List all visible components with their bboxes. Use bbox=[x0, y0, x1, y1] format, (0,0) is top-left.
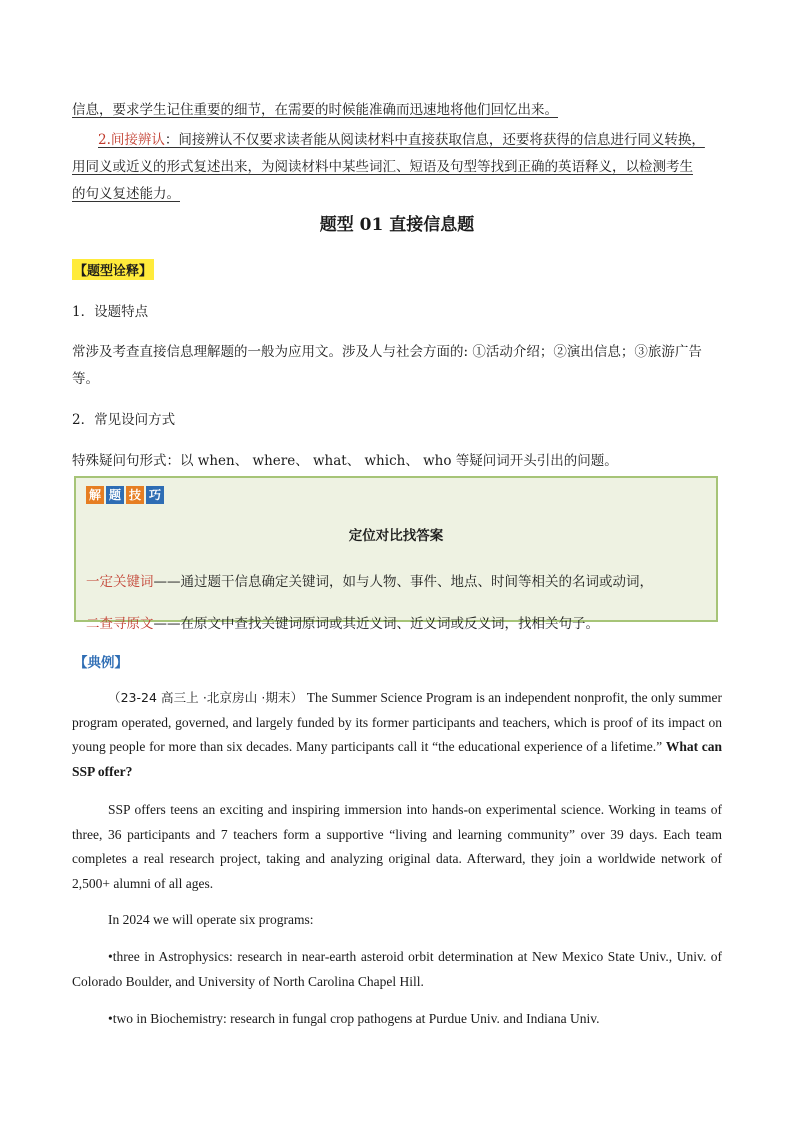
tips-badge bbox=[86, 486, 164, 504]
indirect-recognition-line bbox=[98, 128, 705, 148]
indirect-recognition-text-b: 用同义或近义的形式复述出来，为阅读材料中某些词汇、短语及句型等找到正确的英语释义，以检测考生 bbox=[72, 159, 693, 175]
example-paragraph-1-question: What can SSP offer? bbox=[72, 739, 722, 779]
example-tag: 【典例】 bbox=[74, 655, 128, 671]
example-paragraph-3: In 2024 we will operate six programs: bbox=[108, 912, 314, 927]
indirect-recognition-label: 2.间接辨认 bbox=[98, 132, 165, 148]
question-form-text: 特殊疑问句形式：以 when、 where、 what、 which、 who 等疑问词开头引出的问题。 bbox=[72, 453, 618, 469]
example-paragraph-1-text: The Summer Science Program is an independent nonprofit, the only summer program operated, governed, and largely funded by its former participants and teachers, which is proof of its impact on young people for more than six decades. Many participants call it “the educational experience of a lifetime.” bbox=[72, 690, 722, 754]
tips-char-3: 技 bbox=[126, 486, 144, 504]
tips-step-2-label: 二查寻原文 bbox=[86, 616, 154, 632]
tips-step-1-text: ——通过题干信息确定关键词，如与人物、事件、地点、时间等相关的名词或动词， bbox=[153, 574, 653, 590]
tips-step-2 bbox=[86, 612, 599, 632]
tips-char-1: 解 bbox=[86, 486, 104, 504]
question-form-heading: 2．常见设问方式 bbox=[72, 412, 176, 428]
intro-line-1: 信息，要求学生记住重要的细节，在需要的时候能准确而迅速地将他们回忆出来。 bbox=[72, 102, 558, 118]
tips-step-1-label: 一定关键词 bbox=[86, 574, 154, 590]
example-paragraph-5: •two in Biochemistry: research in fungal crop pathogens at Purdue Univ. and Indiana Univ. bbox=[108, 1011, 600, 1026]
section-title: 题型 01 直接信息题 bbox=[319, 215, 475, 235]
indirect-recognition-text-c: 的句义复述能力。 bbox=[72, 186, 180, 202]
example-paragraph-4: •three in Astrophysics: research in near-earth asteroid orbit determination at New Mexico State Univ., Univ. of Colorado Boulder, and University of North Carolina Chapel Hill. bbox=[72, 949, 722, 989]
feature-text-a: 常涉及考查直接信息理解题的一般为应用文。涉及人与社会方面的: ①活动介绍；②演出信息；③旅游广告 bbox=[72, 344, 702, 360]
example-paragraph-2: SSP offers teens an exciting and inspiring immersion into hands-on experimental science. Working in teams of three, 36 participants and 7 teachers form a supportive “living and learning community” over 39 days. Each team completes a real research project, taking and analyzing original data. Afterward, they join a worldwide network of 2,500+ alumni of all ages. bbox=[72, 802, 722, 891]
tips-step-2-text: ——在原文中查找关键词原词或其近义词、近义词或反义词，找相关句子。 bbox=[153, 616, 599, 632]
explain-tag: 【题型诠释】 bbox=[72, 259, 154, 280]
example-source: （23-24 高三上 ·北京房山 ·期末） bbox=[108, 690, 304, 705]
tips-step-1 bbox=[86, 570, 653, 590]
example-paragraph-1 bbox=[72, 686, 722, 784]
feature-heading: 1．设题特点 bbox=[72, 304, 149, 320]
tips-heading: 定位对比找答案 bbox=[348, 528, 444, 544]
tips-box bbox=[74, 476, 718, 632]
tips-char-2: 题 bbox=[106, 486, 124, 504]
tips-char-4: 巧 bbox=[146, 486, 164, 504]
feature-text-b: 等。 bbox=[72, 371, 99, 387]
indirect-recognition-text-a: ：间接辨认不仅要求读者能从阅读材料中直接获取信息，还要将获得的信息进行同义转换， bbox=[164, 132, 705, 148]
